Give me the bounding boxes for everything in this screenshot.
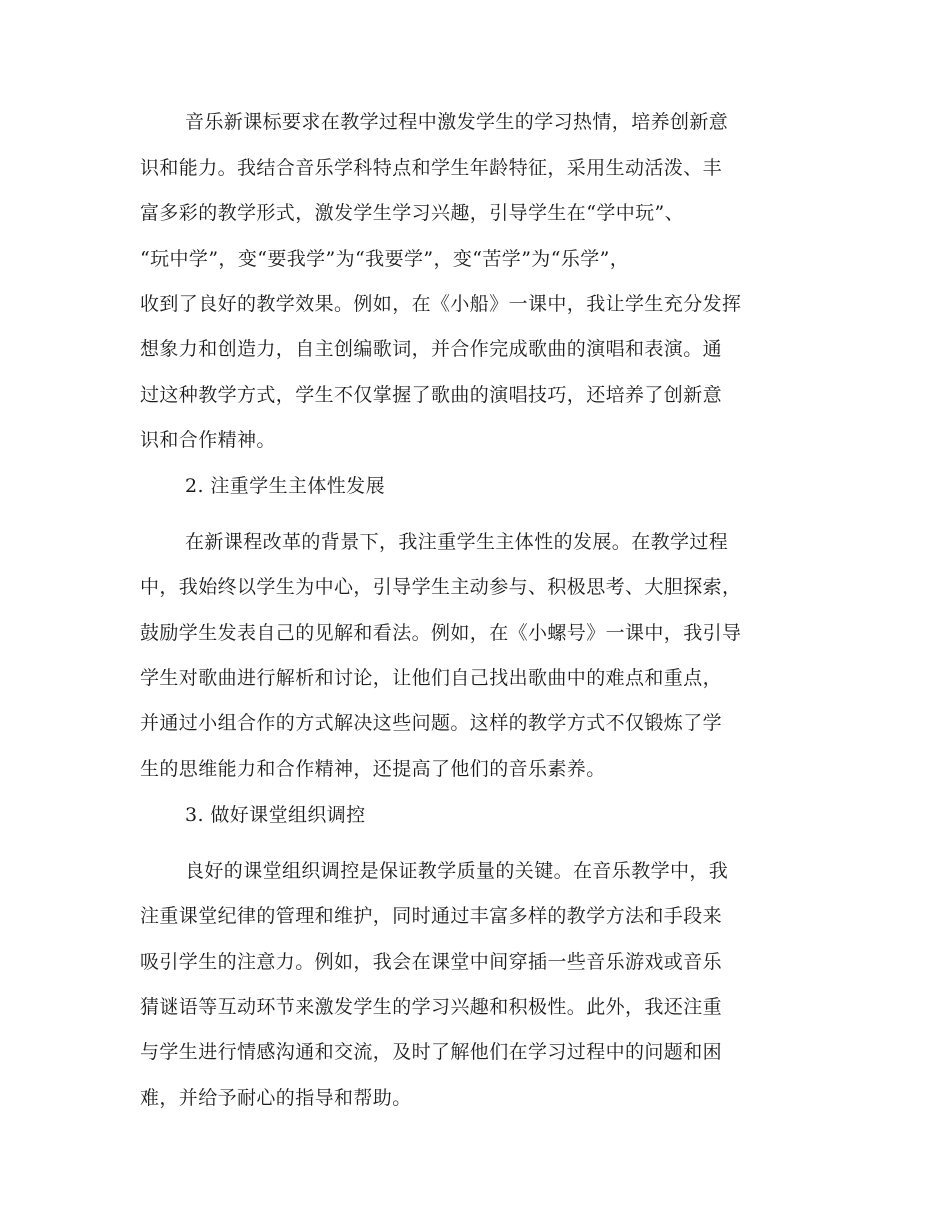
paragraph-line: 识和合作精神。 (140, 429, 276, 451)
paragraph-line: “玩中学”，变“要我学”为“我要学”，变“苦学”为“乐学”， (140, 248, 630, 270)
paragraph-line: 难，并给予耐心的指导和帮助。 (140, 1087, 412, 1109)
paragraph-line: 音乐新课标要求在教学过程中激发学生的学习热情，培养创新意 (185, 111, 729, 133)
paragraph-line: 识和能力。我结合音乐学科特点和学生年龄特征，采用生动活泼、丰 (140, 157, 723, 179)
paragraph-line: 良好的课堂组织调控是保证教学质量的关键。在音乐教学中，我 (185, 860, 729, 882)
paragraph-line: 学生对歌曲进行解析和讨论，让他们自己找出歌曲中的难点和重点， (140, 667, 723, 689)
section-heading: 2. 注重学生主体性发展 (185, 475, 385, 497)
paragraph-line: 中，我始终以学生为中心，引导学生主动参与、积极思考、大胆探索， (140, 576, 742, 598)
section-heading: 3. 做好课堂组织调控 (185, 804, 366, 826)
paragraph-line: 注重课堂纪律的管理和维护，同时通过丰富多样的教学方法和手段来 (140, 905, 723, 927)
paragraph-line: 与学生进行情感沟通和交流，及时了解他们在学习过程中的问题和困 (140, 1041, 723, 1063)
paragraph-line: 生的思维能力和合作精神，还提高了他们的音乐素养。 (140, 758, 606, 780)
paragraph-line: 收到了良好的教学效果。例如，在《小船》一课中，我让学生充分发挥 (140, 293, 742, 315)
paragraph-line: 在新课程改革的背景下，我注重学生主体性的发展。在教学过程 (185, 531, 729, 553)
paragraph-line: 并通过小组合作的方式解决这些问题。这样的教学方式不仅锻炼了学 (140, 712, 723, 734)
paragraph-line: 鼓励学生发表自己的见解和看法。例如，在《小螺号》一课中，我引导 (140, 622, 742, 644)
paragraph-line: 想象力和创造力，自主创编歌词，并合作完成歌曲的演唱和表演。通 (140, 338, 723, 360)
paragraph-line: 过这种教学方式，学生不仅掌握了歌曲的演唱技巧，还培养了创新意 (140, 384, 723, 406)
paragraph-line: 猜谜语等互动环节来激发学生的学习兴趣和积极性。此外，我还注重 (140, 996, 723, 1018)
paragraph-line: 富多彩的教学形式，激发学生学习兴趣，引导学生在“学中玩”、 (140, 202, 685, 224)
paragraph-line: 吸引学生的注意力。例如，我会在课堂中间穿插一些音乐游戏或音乐 (140, 951, 723, 973)
